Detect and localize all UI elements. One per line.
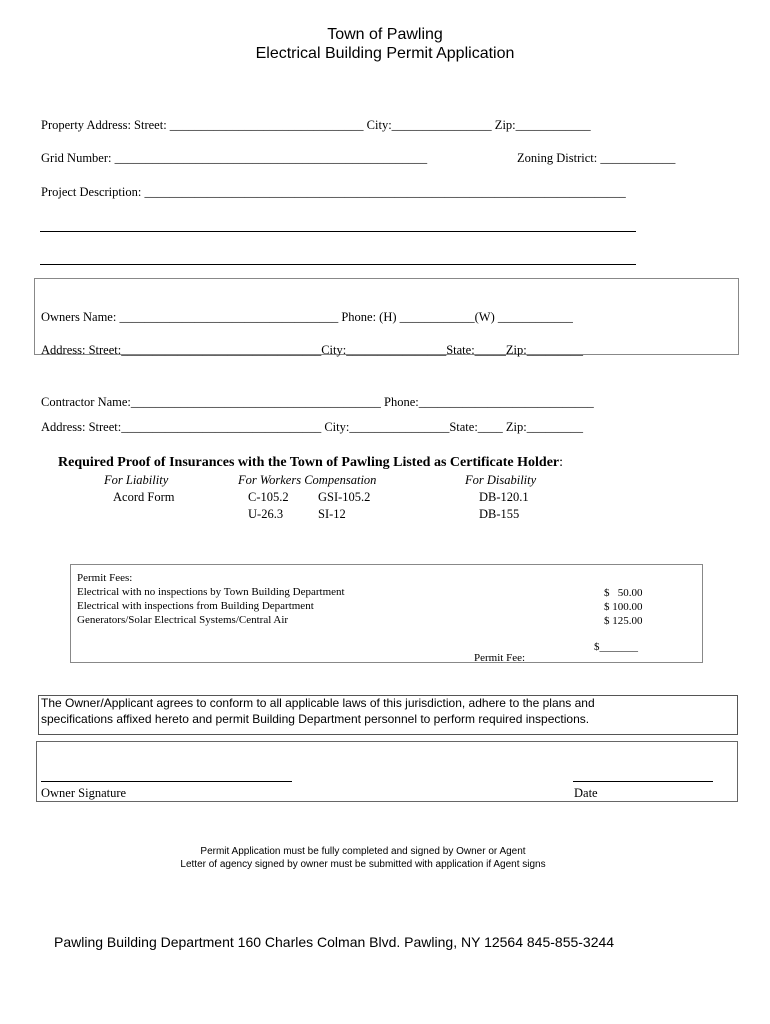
project-description-line-2[interactable]: [40, 231, 636, 232]
project-description-field[interactable]: Project Description: _____________________________________________________________________________: [41, 185, 626, 199]
note-line-1: Permit Application must be fully completed and signed by Owner or Agent: [200, 846, 526, 857]
workers-comp-label: For Workers Compensation: [238, 473, 377, 487]
agreement-line-1: The Owner/Applicant agrees to conform to all applicable laws of this jurisdiction, adhere to the plans and: [41, 696, 595, 710]
owner-address-field[interactable]: Address: Street:________________________________City:________________State:_____Zip:_________: [41, 343, 583, 357]
date-label: Date: [574, 786, 598, 800]
disability-form-db120: DB-120.1: [479, 490, 529, 504]
fee-item-label: Electrical with no inspections by Town Building Department: [77, 586, 345, 598]
permit-fee-total-field[interactable]: $_______: [594, 641, 638, 653]
workers-form-gsi105: GSI-105.2: [318, 490, 371, 504]
insurance-heading: Required Proof of Insurances with the Town of Pawling Listed as Certificate Holder:: [58, 455, 564, 470]
disability-label: For Disability: [465, 473, 537, 487]
grid-number-field[interactable]: Grid Number: __________________________________________________: [41, 151, 428, 165]
title-town: Town of Pawling: [327, 26, 443, 43]
liability-label: For Liability: [104, 473, 169, 487]
workers-form-si12: SI-12: [318, 507, 346, 521]
fee-item-amount: $ 100.00: [604, 601, 643, 613]
fee-item-amount: $ 50.00: [604, 587, 643, 599]
note-line-2: Letter of agency signed by owner must be submitted with application if Agent signs: [180, 859, 546, 870]
title-form: Electrical Building Permit Application: [255, 45, 515, 62]
footer-address: Pawling Building Department 160 Charles Colman Blvd. Pawling, NY 12564 845-855-3244: [54, 934, 615, 950]
contractor-address-field[interactable]: Address: Street:________________________________ City:________________State:____ Zip:_________: [41, 420, 583, 434]
disability-form-db155: DB-155: [479, 507, 520, 521]
property-address-field[interactable]: Property Address: Street: _______________________________ City:________________ Zip:____________: [41, 118, 591, 132]
zoning-district-field[interactable]: Zoning District: ____________: [517, 151, 676, 165]
signature-box: [36, 741, 738, 802]
owner-name-field[interactable]: Owners Name: ___________________________________ Phone: (H) ____________(W) ____________: [41, 310, 573, 324]
fee-item-label: Electrical with inspections from Building Department: [77, 600, 314, 612]
owner-signature-line[interactable]: [41, 781, 292, 782]
fee-item-label: Generators/Solar Electrical Systems/Central Air: [77, 614, 289, 626]
contractor-name-field[interactable]: Contractor Name:________________________________________ Phone:____________________________: [41, 395, 594, 409]
liability-form: Acord Form: [113, 490, 175, 504]
permit-fee-label: Permit Fee:: [474, 652, 526, 664]
permit-fees-title: Permit Fees:: [77, 572, 133, 584]
project-description-line-3[interactable]: [40, 264, 636, 265]
fee-item-amount: $ 125.00: [604, 615, 643, 627]
agreement-line-2: specifications affixed hereto and permit Building Department personnel to perform required inspections.: [41, 712, 590, 726]
date-line[interactable]: [573, 781, 713, 782]
workers-form-u26: U-26.3: [248, 507, 284, 521]
owner-signature-label: Owner Signature: [41, 786, 127, 800]
workers-form-c105: C-105.2: [248, 490, 289, 504]
